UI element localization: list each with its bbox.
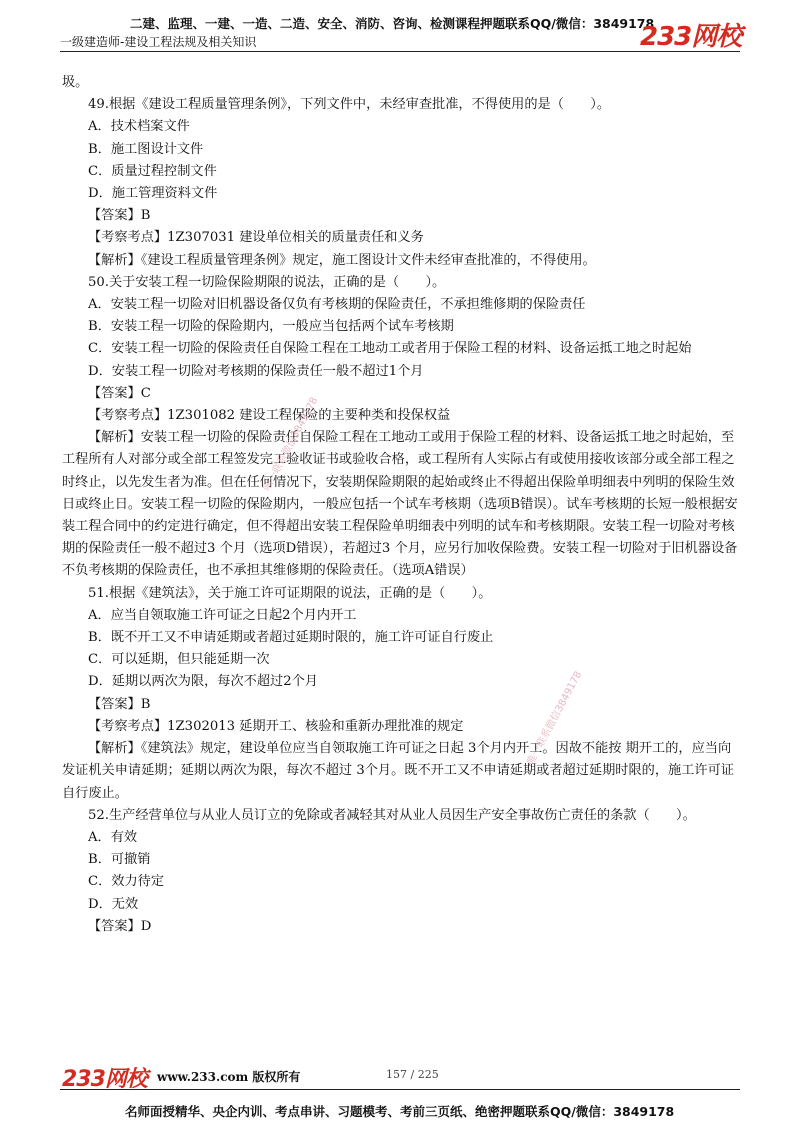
option-b: B．既不开工又不申请延期或者超过延期时限的，施工许可证自行废止 — [88, 630, 494, 646]
option-d: D．延期以两次为限，每次不超过2个月 — [88, 674, 318, 690]
answer-line: 【答案】B — [88, 208, 151, 224]
option-d: D．安装工程一切险对考核期的保险责任一般不超过1个月 — [88, 363, 424, 379]
question-49: 49.根据《建设工程质量管理条例》，下列文件中，未经审查批准，不得使用的是（ ）。 — [88, 97, 611, 113]
option-a: A．安装工程一切险对旧机器设备仅负有考核期的保险责任，不承担维修期的保险责任 — [88, 297, 586, 313]
analysis-paragraph: 【解析】安装工程一切险的保险责任自保险工程在工地动工或用于保险工程的材料、设备运抵工地之时起始，至工程所有人对部分或全部工程签发完工验收证书或验收合格，或工程所有人实际占有或使用接收该部分或全部工程之时终止，以先发生者为准。但在任何情况下，安装期保险期限的起始或终止不得超出保险单明细表中列明的保险生效日或终止日。安装工程一切险的保险期内，一般应包括一个试车考核期（选项B错误）。试车考核期的长短一般根据安装工程合同中的约定进行确定，但不得超出安装工程保险单明细表中列明的试车和考核期限。安装工程一切险对考核期的保险责任一般不超过3 个月（选项D错误），若超过3 个月，应另行加收保险费。安装工程一切险对于旧机器设备不负考核期的保险责任，也不承担其维修期的保险责任。（选项A错误） — [62, 430, 738, 579]
option-c: C．可以延期，但只能延期一次 — [88, 652, 270, 668]
analysis-paragraph: 【解析】《建设工程质量管理条例》规定，施工图设计文件未经审查批准的，不得使用。 — [88, 252, 596, 268]
page-header — [0, 0, 800, 62]
watermark-text: 唯一联系微信3849178 — [261, 395, 321, 494]
option-a: A．技术档案文件 — [88, 119, 190, 135]
brand-logo: 233网校 — [62, 1067, 147, 1092]
option-c: C．效力待定 — [88, 874, 165, 890]
question-51: 51.根据《建筑法》，关于施工许可证期限的说法，正确的是（ ）。 — [88, 585, 492, 601]
exam-point-line: 【考察考点】1Z302013 延期开工、核验和重新办理批准的规定 — [88, 718, 464, 734]
page-number: 157 / 225 — [386, 1068, 439, 1081]
page-footer — [0, 1060, 800, 1132]
exam-point-line: 【考察考点】1Z301082 建设工程保险的主要种类和投保权益 — [88, 408, 451, 424]
option-d: D．无效 — [88, 896, 139, 912]
answer-line: 【答案】B — [88, 696, 151, 712]
option-b: B．安装工程一切险的保险期内，一般应当包括两个试车考核期 — [88, 319, 454, 335]
option-a: A．应当自领取施工许可证之日起2个月内开工 — [88, 607, 357, 623]
answer-line: 【答案】D — [88, 918, 152, 934]
document-subtitle: 一级建造师-建设工程法规及相关知识 — [60, 35, 257, 49]
option-b: B．施工图设计文件 — [88, 141, 204, 157]
watermark-text: 唯一联系微信3849178 — [525, 669, 585, 768]
exam-point-line: 【考察考点】1Z307031 建设单位相关的质量责任和义务 — [88, 230, 424, 246]
document-body — [62, 72, 742, 938]
header-promo-text: 二建、监理、一建、一造、二造、安全、消防、咨询、检测课程押题联系QQ/微信：3849178 — [130, 16, 655, 31]
text-line: 圾。 — [62, 75, 89, 90]
question-50: 50.关于安装工程一切险保险期限的说法，正确的是（ ）。 — [88, 274, 446, 290]
question-52: 52.生产经营单位与从业人员订立的免除或者减轻其对从业人员因生产安全事故伤亡责任的条款（ ）。 — [88, 807, 696, 823]
footer-divider — [60, 1089, 740, 1090]
header-divider — [60, 51, 740, 52]
option-d: D．施工管理资料文件 — [88, 186, 218, 202]
option-c: C．安装工程一切险的保险责任自保险工程在工地动工或者用于保险工程的材料、设备运抵工地之时起始 — [88, 341, 692, 357]
analysis-paragraph: 【解析】《建筑法》规定，建设单位应当自领取施工许可证之日起 3个月内开工。因故不能按 期开工的，应当向发证机关申请延期；延期以两次为限，每次不超过 3个月。既不开工又不申请延期或者超过延期时限的，施工许可证自行废止。 — [62, 741, 734, 801]
brand-logo: 233网校 — [640, 22, 742, 52]
option-b: B．可撤销 — [88, 852, 151, 868]
option-c: C．质量过程控制文件 — [88, 163, 217, 179]
option-a: A．有效 — [88, 829, 138, 845]
copyright-text: www.233.com 版权所有 — [157, 1070, 301, 1084]
footer-promo-text: 名师面授精华、央企内训、考点串讲、习题模考、考前三页纸、绝密押题联系QQ/微信：3849178 — [125, 1104, 675, 1119]
answer-line: 【答案】C — [88, 385, 151, 401]
